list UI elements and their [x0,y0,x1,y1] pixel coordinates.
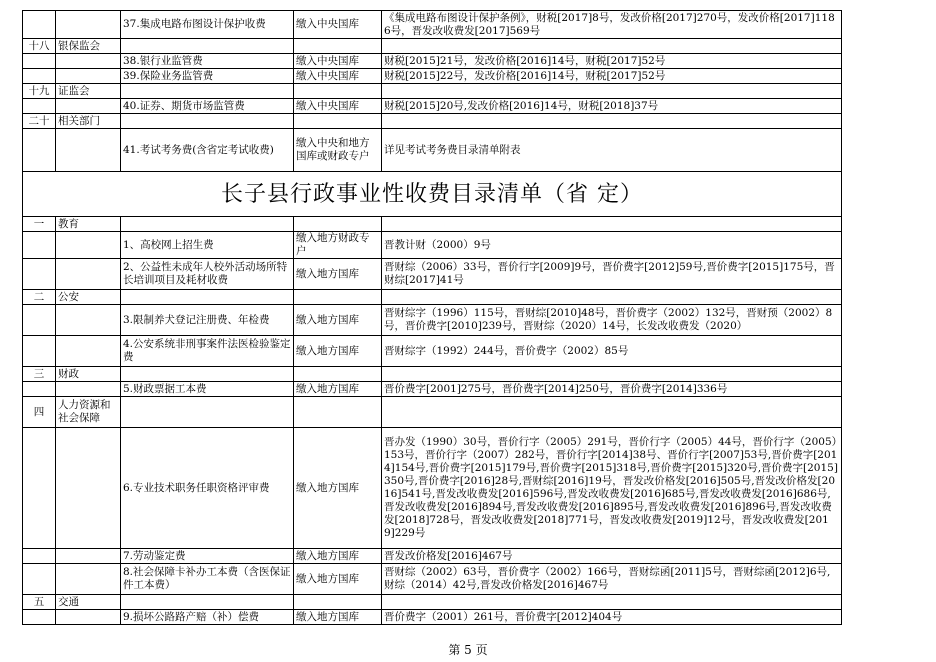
item-section-number [23,232,56,259]
empty-cell [294,39,382,54]
fee-name: 4.公安系统非刑事案件法医检验鉴定费 [121,336,294,367]
item-category [56,336,121,367]
fee-name: 39.保险业务监管费 [121,69,294,84]
fee-item-row [23,232,842,259]
fee-item-row [23,69,842,84]
fee-name: 5.财政票据工本费 [121,382,294,397]
section-category: 教育 [56,217,121,232]
item-section-number [23,99,56,114]
item-category [56,428,121,549]
fee-name: 41.考试考务费(含省定考试收费) [121,129,294,172]
fee-item-row [23,336,842,367]
fee-item-row [23,564,842,595]
empty-cell [294,114,382,129]
item-section-number [23,305,56,336]
fee-destination: 缴入中央和地方国库或财政专户 [294,129,382,172]
fee-catalog-table [22,10,842,625]
item-category [56,232,121,259]
item-category [56,564,121,595]
empty-cell [294,367,382,382]
empty-cell [121,367,294,382]
fee-policy-basis: 晋办发（1990）30号，晋价行字（2005）291号，晋价行字（2005）44号，晋价行字（2005）153号，晋价行字（2007）282号，晋价行字[2014]38号、晋价行字[2007]53号,晋价费字[2014]154号,晋价费字[2015]179号,晋价费字[2015]318号,晋价费字[2015]320号,晋价费字[2015]350号,晋价费字[2016]28号,晋财综[2016]19号，晋发改价格发[2016]505号,晋发改价格发[2016]541号,晋发改收费发[2016]596号,晋发改收费发[2016]685号,晋发改收费发[2016]686号,晋发改收费发[2016]894号,晋发改收费发[2016]895号,晋发改收费发[2016]896号,晋发改收费发[2018]728号，晋发改收费发[2018]771号，晋发改收费发[2019]12号，晋发改收费发[2019]229号 [382,428,842,549]
item-category [56,99,121,114]
section-category: 相关部门 [56,114,121,129]
empty-cell [382,39,842,54]
table-title: 长子县行政事业性收费目录清单（省 定） [23,172,842,217]
item-category [56,305,121,336]
fee-name: 40.证券、期货市场监管费 [121,99,294,114]
empty-cell [121,39,294,54]
item-category [56,610,121,625]
item-category [56,69,121,84]
fee-item-row [23,54,842,69]
empty-cell [121,397,294,428]
empty-cell [294,595,382,610]
fee-name: 3.限制养犬登记注册费、年检费 [121,305,294,336]
section-number: 四 [23,397,56,428]
fee-destination: 缴入地方国库 [294,549,382,564]
fee-item-row [23,11,842,39]
section-row [23,84,842,99]
fee-name: 9.损坏公路路产赔（补）偿费 [121,610,294,625]
fee-item-row [23,99,842,114]
fee-destination: 缴入地方国库 [294,428,382,549]
item-section-number [23,54,56,69]
item-section-number [23,336,56,367]
section-row [23,595,842,610]
section-row [23,114,842,129]
section-number: 十九 [23,84,56,99]
empty-cell [294,84,382,99]
item-section-number [23,259,56,290]
fee-destination: 缴入中央国库 [294,69,382,84]
empty-cell [121,290,294,305]
fee-destination: 缴入地方国库 [294,564,382,595]
section-row [23,290,842,305]
fee-name: 7.劳动鉴定费 [121,549,294,564]
empty-cell [294,397,382,428]
fee-destination: 缴入地方国库 [294,305,382,336]
fee-policy-basis: 晋发改价格发[2016]467号 [382,549,842,564]
item-section-number [23,564,56,595]
fee-item-row [23,610,842,625]
empty-cell [121,84,294,99]
section-number: 一 [23,217,56,232]
fee-item-row [23,305,842,336]
fee-policy-basis: 晋财综（2002）63号，晋价费字（2002）166号，晋财综函[2011]5号，晋财综函[2012]6号,财综（2014）42号,晋发改价格发[2016]467号 [382,564,842,595]
section-category: 银保监会 [56,39,121,54]
item-section-number [23,382,56,397]
section-number: 二 [23,290,56,305]
fee-destination: 缴入地方国库 [294,259,382,290]
fee-name: 2、公益性未成年人校外活动场所特长培训项目及耗材收费 [121,259,294,290]
item-section-number [23,69,56,84]
fee-policy-basis: 晋财综（2006）33号，晋价行字[2009]9号，晋价费字[2012]59号,晋价费字[2015]175号，晋财综[2017]41号 [382,259,842,290]
section-row [23,367,842,382]
item-section-number [23,610,56,625]
fee-destination: 缴入地方国库 [294,382,382,397]
fee-destination: 缴入地方财政专户 [294,232,382,259]
fee-item-row [23,259,842,290]
empty-cell [121,595,294,610]
section-number: 五 [23,595,56,610]
fee-policy-basis: 晋价费字[2001]275号，晋价费字[2014]250号，晋价费字[2014]336号 [382,382,842,397]
section-category: 人力资源和社会保障 [56,397,121,428]
item-category [56,11,121,39]
fee-item-row [23,129,842,172]
item-category [56,259,121,290]
item-category [56,129,121,172]
section-row [23,397,842,428]
empty-cell [382,367,842,382]
fee-name: 37.集成电路布图设计保护收费 [121,11,294,39]
fee-policy-basis: 详见考试考务费目录清单附表 [382,129,842,172]
section-number: 二十 [23,114,56,129]
empty-cell [382,217,842,232]
fee-policy-basis: 晋财综字（1996）115号，晋财综[2010]48号，晋价费字（2002）132号，晋财预（2002）8号，晋价费字[2010]239号，晋财综（2020）14号，长发改收费发（2020） [382,305,842,336]
fee-item-row [23,549,842,564]
fee-name: 8.社会保障卡补办工本费（含医保证件工本费） [121,564,294,595]
item-section-number [23,549,56,564]
fee-destination: 缴入中央国库 [294,54,382,69]
empty-cell [121,114,294,129]
empty-cell [382,290,842,305]
section-row [23,217,842,232]
item-section-number [23,428,56,549]
item-category [56,54,121,69]
fee-policy-basis: 财税[2015]22号，发改价格[2016]14号，财税[2017]52号 [382,69,842,84]
item-category [56,549,121,564]
empty-cell [121,217,294,232]
section-row [23,39,842,54]
fee-destination: 缴入中央国库 [294,99,382,114]
section-category: 交通 [56,595,121,610]
empty-cell [294,217,382,232]
fee-name: 38.银行业监管费 [121,54,294,69]
empty-cell [294,290,382,305]
fee-destination: 缴入地方国库 [294,336,382,367]
section-category: 证监会 [56,84,121,99]
section-number: 三 [23,367,56,382]
empty-cell [382,397,842,428]
fee-destination: 缴入地方国库 [294,610,382,625]
empty-cell [382,114,842,129]
section-number: 十八 [23,39,56,54]
fee-policy-basis: 晋财综字（1992）244号，晋价费字（2002）85号 [382,336,842,367]
fee-name: 1、高校网上招生费 [121,232,294,259]
fee-item-row [23,428,842,549]
fee-name: 6.专业技术职务任职资格评审费 [121,428,294,549]
fee-policy-basis: 财税[2015]20号,发改价格[2016]14号，财税[2018]37号 [382,99,842,114]
section-category: 公安 [56,290,121,305]
fee-destination: 缴入中央国库 [294,11,382,39]
title-row [23,172,842,217]
item-category [56,382,121,397]
fee-policy-basis: 《集成电路布图设计保护条例》，财税[2017]8号，发改价格[2017]270号，发改价格[2017]1186号，晋发改收费发[2017]569号 [382,11,842,39]
fee-item-row [23,382,842,397]
fee-policy-basis: 晋教计财（2000）9号 [382,232,842,259]
fee-policy-basis: 财税[2015]21号，发改价格[2016]14号，财税[2017]52号 [382,54,842,69]
empty-cell [382,84,842,99]
item-section-number [23,129,56,172]
item-section-number [23,11,56,39]
page-footer: 第 5 页 [448,643,488,657]
fee-policy-basis: 晋价费字（2001）261号，晋价费字[2012]404号 [382,610,842,625]
empty-cell [382,595,842,610]
section-category: 财政 [56,367,121,382]
